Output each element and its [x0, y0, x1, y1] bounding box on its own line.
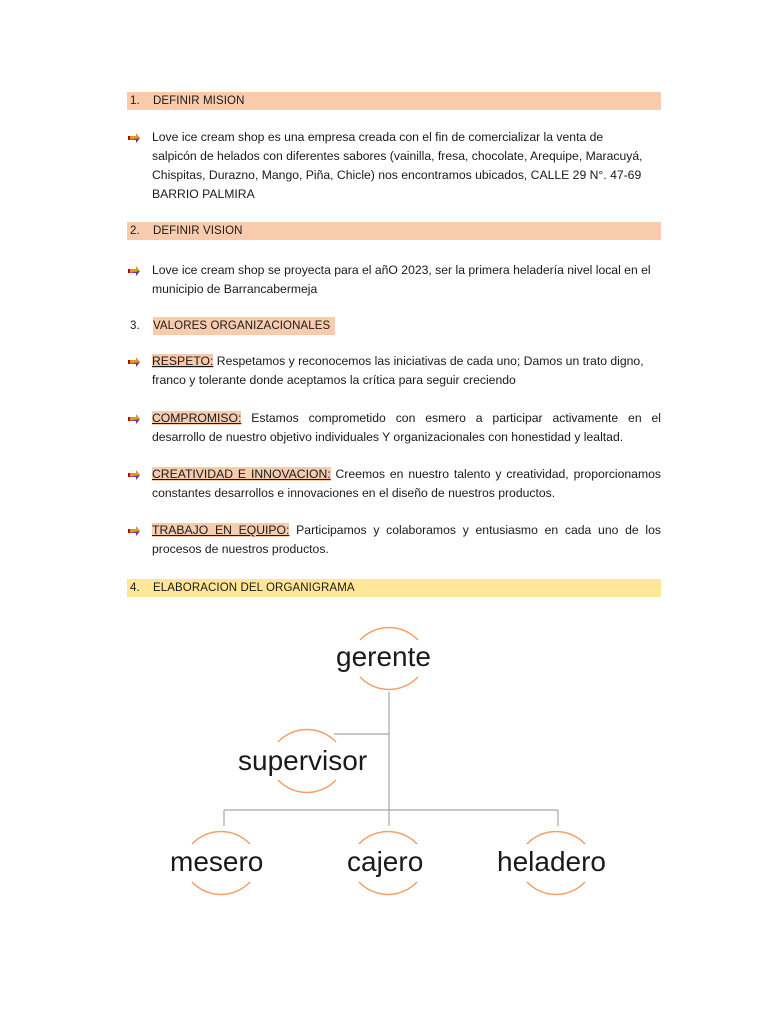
- section-title: DEFINIR VISION: [153, 225, 243, 237]
- org-node-mesero: mesero: [170, 846, 264, 877]
- mision-line: Love ice cream shop es una empresa creada con el fin de comercializar la venta de: [152, 130, 604, 144]
- node-arc-cajero-top: [359, 832, 417, 844]
- valor-text: Respetamos y reconocemos las iniciativas de cada uno; Damos un trato digno,: [213, 354, 644, 368]
- valor-label: TRABAJO EN EQUIPO:: [152, 523, 290, 537]
- valor-text: Creemos en nuestro talento y creatividad, proporcionamos: [330, 467, 661, 481]
- section-title: ELABORACION DEL ORGANIGRAMA: [153, 582, 355, 594]
- section-number: 2.: [130, 225, 140, 237]
- section-number: 4.: [130, 582, 140, 594]
- valor-label: RESPETO:: [152, 354, 214, 368]
- valor-text: procesos de nuestros productos.: [152, 542, 329, 556]
- valor-text: Estamos comprometido con esmero a participar activamente en el: [241, 411, 661, 425]
- valor-text: constantes desarrollos e innovaciones en el diseño de nuestros productos.: [152, 486, 556, 500]
- vision-line: Love ice cream shop se proyecta para el añO 2023, ser la primera heladería nivel local en el: [152, 263, 651, 277]
- section-number: 1.: [130, 95, 140, 107]
- node-arc-supervisor-top: [278, 730, 336, 742]
- mision-line: BARRIO PALMIRA: [152, 187, 255, 201]
- node-arc-heladero-bottom: [527, 882, 585, 894]
- node-arc-cajero-bottom: [359, 882, 417, 894]
- section-title: DEFINIR MISION: [153, 95, 245, 107]
- node-arc-gerente-top: [360, 628, 418, 640]
- node-arc-mesero-bottom: [192, 882, 250, 894]
- valor-label: CREATIVIDAD E INNOVACION:: [152, 467, 331, 481]
- org-node-heladero: heladero: [497, 846, 606, 877]
- section-title: VALORES ORGANIZACIONALES: [153, 317, 335, 335]
- mision-line: Chispitas, Durazno, Mango, Piña, Chicle) nos encontramos ubicados, CALLE 29 N°. 47-69: [152, 168, 642, 182]
- node-arc-gerente-bottom: [360, 677, 418, 689]
- section-number: 3.: [130, 320, 140, 332]
- node-arc-mesero-top: [192, 832, 250, 844]
- mision-line: salpicón de helados con diferentes sabores (vainilla, fresa, chocolate, Arequipe, Maracuyá,: [152, 149, 643, 163]
- valor-text: desarrollo de nuestro objetivo individuales Y organizacionales con honestidad y lealtad.: [152, 430, 624, 444]
- org-node-cajero: cajero: [347, 846, 424, 877]
- node-arc-supervisor-bottom: [278, 780, 336, 792]
- vision-line: municipio de Barrancabermeja: [152, 282, 318, 296]
- valor-label: COMPROMISO:: [152, 411, 242, 425]
- valor-text: Participamos y colaboramos y entusiasmo en cada uno de los: [289, 523, 662, 537]
- valor-text: franco y tolerante donde aceptamos la crítica para seguir creciendo: [152, 373, 516, 387]
- node-arc-heladero-top: [527, 832, 585, 844]
- org-node-supervisor: supervisor: [238, 745, 368, 776]
- org-node-gerente: gerente: [336, 641, 431, 672]
